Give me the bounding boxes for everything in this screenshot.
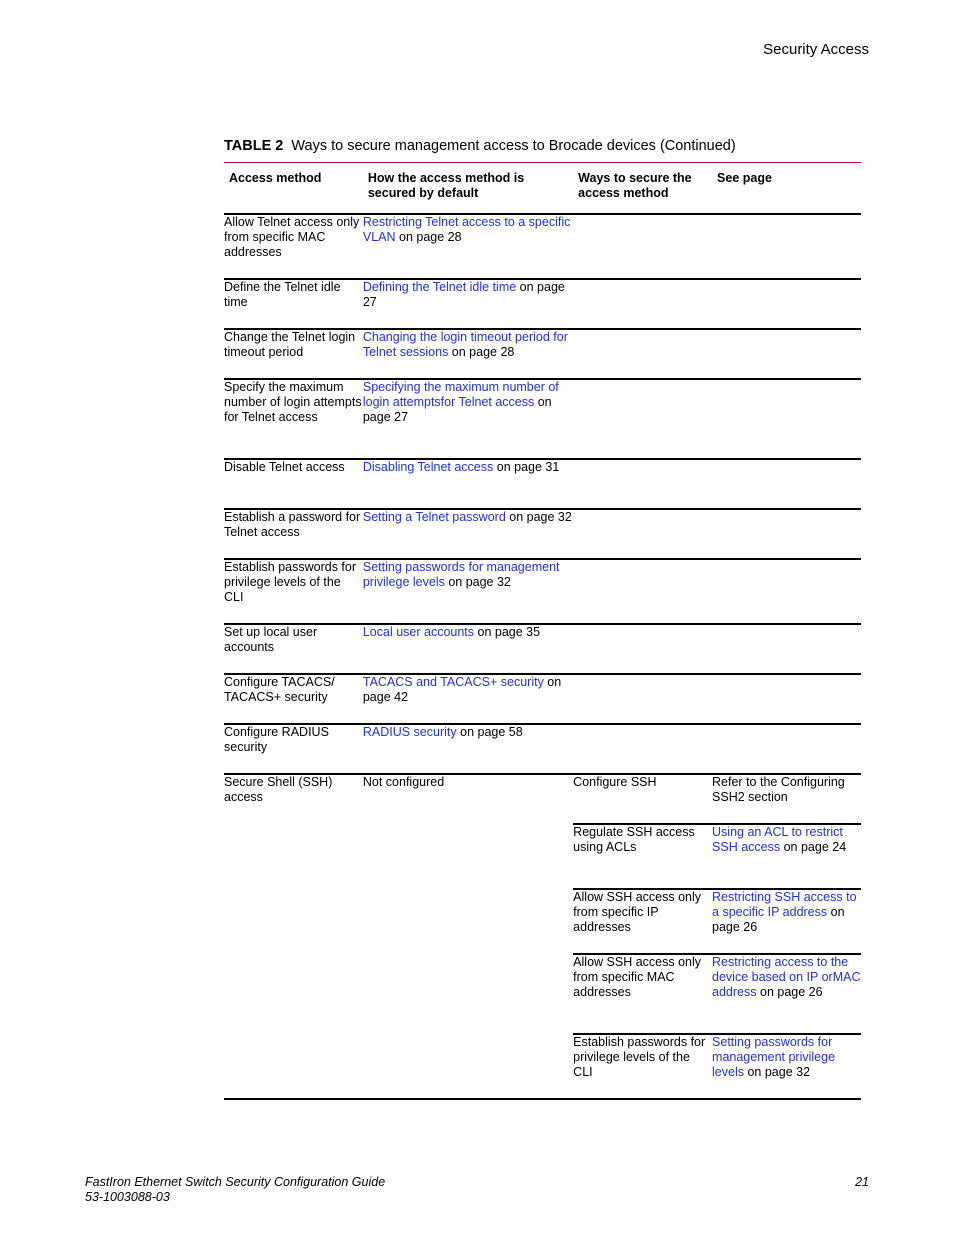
default-cell [363,624,573,674]
page-reference: on page 32 [744,1065,811,1079]
ways-cell: Configure SSH [573,774,712,824]
footer-doc-number: 53-1003088-03 [85,1190,170,1204]
cross-reference-link[interactable]: RADIUS security [362,725,457,739]
table-row [224,279,861,329]
ways-cell [573,214,712,279]
page-reference: on page 26 [756,985,823,999]
default-cell [363,509,573,559]
default-cell: Not configured [363,774,573,1099]
page-reference: on page 28 [448,345,515,359]
access-method-cell: Change the Telnet login timeout period [224,329,363,379]
table-caption-label: TABLE 2 [224,138,284,154]
ways-cell [573,379,712,459]
access-methods-table [224,163,861,1100]
page-cell [712,674,861,724]
page-cell [712,954,861,1034]
page-cell [712,824,861,889]
cross-reference-link[interactable]: Restricting access to the device based on IP orMAC address [712,955,861,999]
access-method-cell: Specify the maximum number of login attempts for Telnet access [224,379,363,459]
default-cell [363,724,573,774]
default-cell [363,379,573,459]
page-reference: on page 32 [505,510,572,524]
access-method-cell: Secure Shell (SSH) access [224,774,363,1099]
ways-cell: Regulate SSH access using ACLs [573,824,712,889]
ways-cell [573,624,712,674]
access-method-cell: Configure RADIUS security [224,724,363,774]
cross-reference-link[interactable]: Disabling Telnet access [362,460,494,474]
page-cell [712,559,861,624]
ways-cell [573,459,712,509]
ways-cell [573,674,712,724]
page-reference: on page 58 [456,725,523,739]
page-reference: on page 26 [712,905,845,934]
page-reference: on page 27 [362,280,565,309]
column-header-default-security: How the access method is secured by default [363,163,573,214]
ways-cell [573,724,712,774]
cross-reference-link[interactable]: Restricting Telnet access to a specific VLAN [362,215,571,244]
footer-document-info [85,1175,385,1205]
table-row [224,214,861,279]
page-reference: on page 35 [474,625,541,639]
cross-reference-link[interactable]: Restricting SSH access to a specific IP address [712,890,857,919]
page-cell [712,724,861,774]
table-caption-text: Ways to secure management access to Brocade devices (Continued) [291,138,736,154]
ways-cell [573,509,712,559]
table-row [224,559,861,624]
cross-reference-link[interactable]: Setting a Telnet password [362,510,506,524]
table-row [224,724,861,774]
access-method-cell: Disable Telnet access [224,459,363,509]
page-number: 21 [855,1175,869,1189]
default-cell [363,329,573,379]
page-reference: on page 31 [493,460,560,474]
column-header-ways-to-secure: Ways to secure the access method [573,163,712,214]
cross-reference-link[interactable]: Setting passwords for management privilege levels [712,1035,836,1079]
page-cell [712,379,861,459]
ways-cell [573,329,712,379]
default-cell [363,279,573,329]
ways-cell: Establish passwords for privilege levels of the CLI [573,1034,712,1099]
footer-title: FastIron Ethernet Switch Security Configuration Guide [85,1175,386,1189]
page-cell [712,459,861,509]
access-method-cell: Establish passwords for privilege levels of the CLI [224,559,363,624]
cross-reference-link[interactable]: Using an ACL to restrict SSH access [712,825,843,854]
page-cell [712,1034,861,1099]
cross-reference-link[interactable]: Local user accounts [362,625,475,639]
access-method-cell: Configure TACACS/ TACACS+ security [224,674,363,724]
access-method-cell: Set up local user accounts [224,624,363,674]
table-row [224,329,861,379]
column-header-access-method: Access method [224,163,363,214]
page-reference: on page 24 [780,840,847,854]
column-header-see-page: See page [712,163,861,214]
access-method-cell: Define the Telnet idle time [224,279,363,329]
page-reference: on page 42 [362,675,562,704]
table-row [224,459,861,509]
default-cell [363,559,573,624]
running-header: Security Access [763,41,869,58]
table-header-row [224,163,861,214]
ways-cell: Allow SSH access only from specific MAC addresses [573,954,712,1034]
access-method-cell: Allow Telnet access only from specific MAC addresses [224,214,363,279]
ways-cell [573,279,712,329]
page-reference: on page 32 [444,575,511,589]
page-cell [712,624,861,674]
default-cell [363,459,573,509]
page-reference: on page 28 [395,230,462,244]
page-cell: Refer to the Configuring SSH2 section [712,774,861,824]
access-method-cell: Establish a password for Telnet access [224,509,363,559]
page-cell [712,214,861,279]
table-row [224,509,861,559]
cross-reference-link[interactable]: Specifying the maximum number of login attemptsfor Telnet access [362,380,559,409]
page-cell [712,279,861,329]
ways-cell [573,559,712,624]
page-cell [712,889,861,954]
cross-reference-link[interactable]: Changing the login timeout period for Telnet sessions [362,330,568,359]
table-row [224,379,861,459]
table-row-ssh [224,774,861,824]
cross-reference-link[interactable]: Setting passwords for management privilege levels [362,560,560,589]
table-row [224,624,861,674]
cross-reference-link[interactable]: Defining the Telnet idle time [362,280,517,294]
page-reference: on page 27 [362,395,552,424]
table-row [224,674,861,724]
table-caption [224,138,861,154]
page-cell [712,509,861,559]
page-cell [712,329,861,379]
default-cell [363,674,573,724]
ways-cell: Allow SSH access only from specific IP addresses [573,889,712,954]
default-cell [363,214,573,279]
cross-reference-link[interactable]: TACACS and TACACS+ security [362,675,544,689]
